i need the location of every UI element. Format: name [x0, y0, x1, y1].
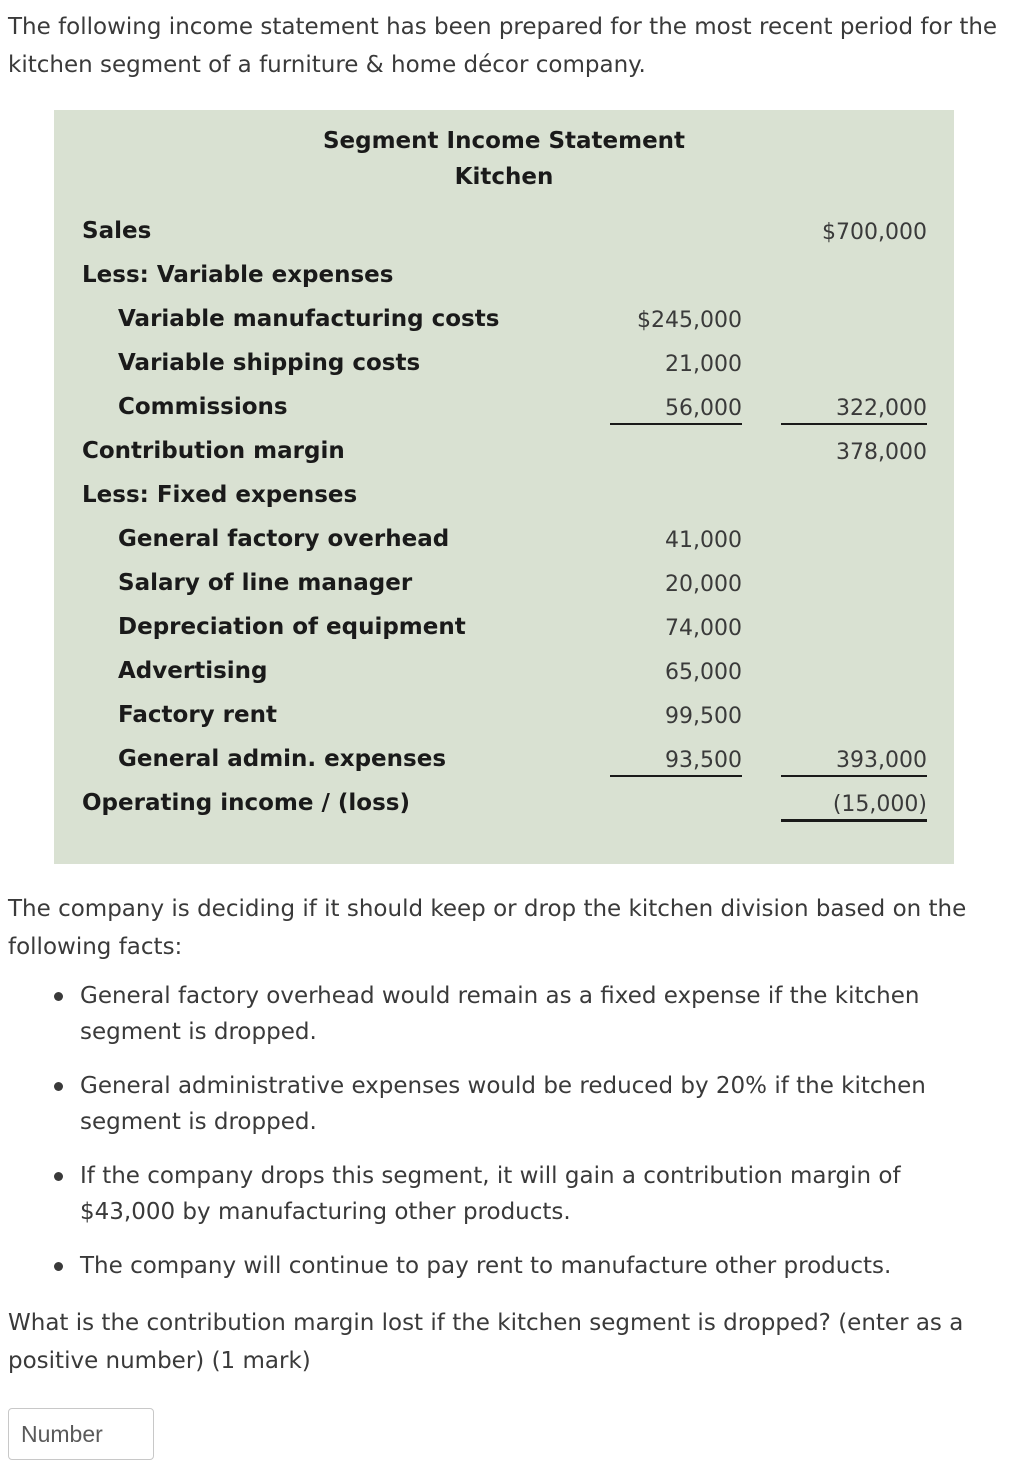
row-amount: 93,500 [610, 748, 742, 777]
row-amount: 20,000 [665, 572, 742, 597]
row-total: $700,000 [822, 220, 927, 245]
row-label: Factory rent [118, 702, 277, 728]
row-operating-income [54, 784, 954, 828]
answer-number-input[interactable] [8, 1408, 154, 1460]
fact-text: If the company drops this segment, it will gain a contribution margin of $43,000 by manufacturing other products. [80, 1163, 901, 1225]
bullet-icon [54, 1262, 63, 1271]
row-label: Commissions [118, 394, 288, 420]
list-item [80, 1248, 960, 1284]
row-amount: 56,000 [610, 396, 742, 425]
row-label: Contribution margin [82, 438, 345, 464]
list-item [80, 1068, 960, 1140]
row-factory-rent [54, 696, 954, 740]
row-amount: 41,000 [665, 528, 742, 553]
row-amount: $245,000 [637, 308, 742, 333]
row-amount: 65,000 [665, 660, 742, 685]
row-label: Salary of line manager [118, 570, 413, 596]
row-label: Operating income / (loss) [82, 790, 410, 816]
row-general-admin [54, 740, 954, 784]
facts-intro-text: The company is deciding if it should keep or drop the kitchen division based on the following facts: [8, 896, 967, 960]
row-sales [54, 212, 954, 256]
row-label: Variable manufacturing costs [118, 306, 500, 332]
row-label: Depreciation of equipment [118, 614, 466, 640]
row-label: Sales [82, 218, 152, 244]
row-label: Less: Variable expenses [82, 262, 394, 288]
row-label: General admin. expenses [118, 746, 447, 772]
list-item [80, 1158, 960, 1230]
row-commissions [54, 388, 954, 432]
row-label: Advertising [118, 658, 268, 684]
row-fixed-expenses-header [54, 476, 954, 520]
row-label: Less: Fixed expenses [82, 482, 358, 508]
bullet-icon [54, 992, 63, 1001]
row-total: 322,000 [781, 396, 927, 425]
row-general-factory-overhead [54, 520, 954, 564]
row-variable-shipping [54, 344, 954, 388]
row-advertising [54, 652, 954, 696]
bullet-icon [54, 1172, 63, 1181]
row-total: 378,000 [836, 440, 927, 465]
row-label: General factory overhead [118, 526, 450, 552]
row-total: (15,000) [781, 792, 927, 822]
list-item [80, 978, 960, 1050]
row-total: 393,000 [781, 748, 927, 777]
fact-text: General factory overhead would remain as a fixed expense if the kitchen segment is dropped. [80, 983, 920, 1045]
row-contribution-margin [54, 432, 954, 476]
intro-text: The following income statement has been prepared for the most recent period for the kitchen segment of a furniture & home décor company. [8, 14, 998, 78]
segment-income-statement [54, 110, 954, 864]
statement-subtitle: Kitchen [454, 164, 554, 190]
statement-title: Segment Income Statement [322, 128, 686, 154]
question-text: What is the contribution margin lost if the kitchen segment is dropped? (enter as a positive number) (1 mark) [8, 1310, 964, 1374]
row-variable-expenses-header [54, 256, 954, 300]
row-variable-manufacturing [54, 300, 954, 344]
row-depreciation [54, 608, 954, 652]
bullet-icon [54, 1082, 63, 1091]
row-salary-line-manager [54, 564, 954, 608]
row-amount: 99,500 [665, 704, 742, 729]
row-amount: 21,000 [665, 352, 742, 377]
fact-text: General administrative expenses would be reduced by 20% if the kitchen segment is dropped. [80, 1073, 926, 1135]
row-label: Variable shipping costs [118, 350, 421, 376]
row-amount: 74,000 [665, 616, 742, 641]
fact-text: The company will continue to pay rent to manufacture other products. [80, 1253, 892, 1279]
